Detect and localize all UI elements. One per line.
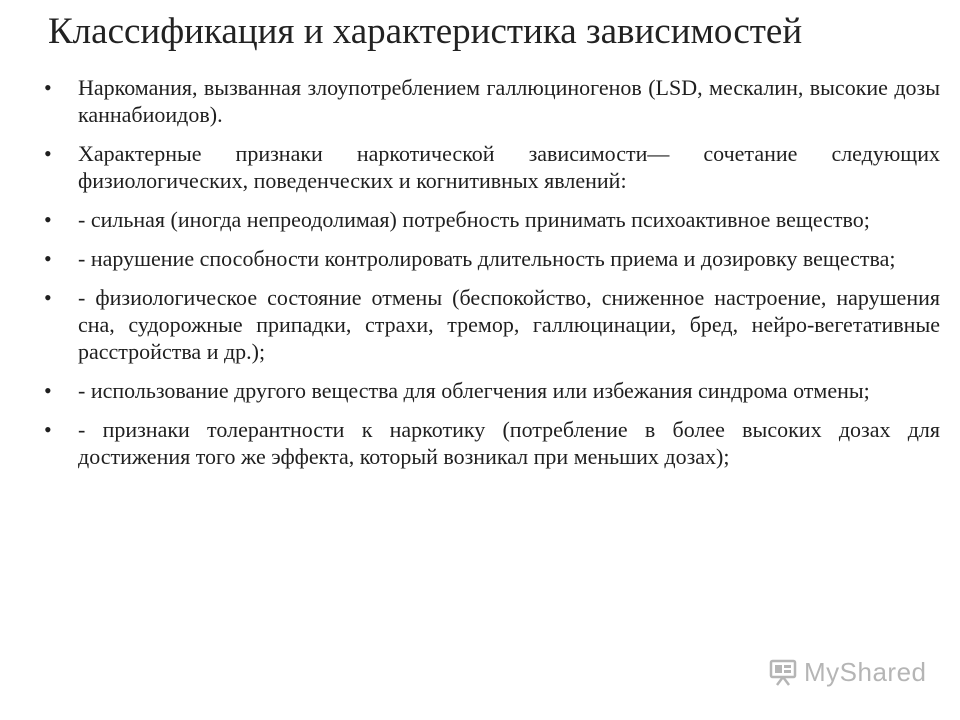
bullet-icon: • [44, 75, 52, 100]
watermark-logo[interactable] [768, 654, 927, 690]
bullet-text: Наркомания, вызванная злоупотреблением галлюциногенов (LSD, мескалин, высокие дозы каннабиоидов). [78, 75, 940, 127]
bullet-text: - использование другого вещества для облегчения или избежания синдрома отмены; [78, 378, 870, 403]
presentation-board-icon [768, 657, 798, 687]
bullet-text: - сильная (иногда непреодолимая) потребность принимать психоактивное вещество; [78, 207, 870, 232]
bullet-text: - признаки толерантности к наркотику (потребление в более высоких дозах для достижения того же эффекта, который возникал при меньших дозах); [78, 417, 940, 469]
bullet-item [44, 140, 940, 194]
bullet-icon: • [44, 246, 52, 271]
bullet-item [44, 206, 940, 233]
bullet-icon: • [44, 285, 52, 310]
bullet-item [44, 284, 940, 365]
bullet-text: - физиологическое состояние отмены (беспокойство, сниженное настроение, нарушения сна, судорожные припадки, страхи, тремор, галлюцинации, бред, нейро-вегетативные расстройства и др.); [78, 285, 940, 364]
bullet-list [44, 74, 940, 482]
bullet-icon: • [44, 141, 52, 166]
bullet-text: Характерные признаки наркотической зависимости— сочетание следующих физиологических, поведенческих и когнитивных явлений: [78, 141, 940, 193]
bullet-icon: • [44, 207, 52, 232]
bullet-item [44, 74, 940, 128]
bullet-item [44, 245, 940, 272]
bullet-icon: • [44, 417, 52, 442]
bullet-item [44, 377, 940, 404]
watermark-text: MyShared [804, 656, 927, 687]
bullet-item [44, 416, 940, 470]
slide-title: Классификация и характеристика зависимостей [48, 11, 803, 52]
bullet-text: - нарушение способности контролировать длительность приема и дозировку вещества; [78, 246, 896, 271]
bullet-icon: • [44, 378, 52, 403]
